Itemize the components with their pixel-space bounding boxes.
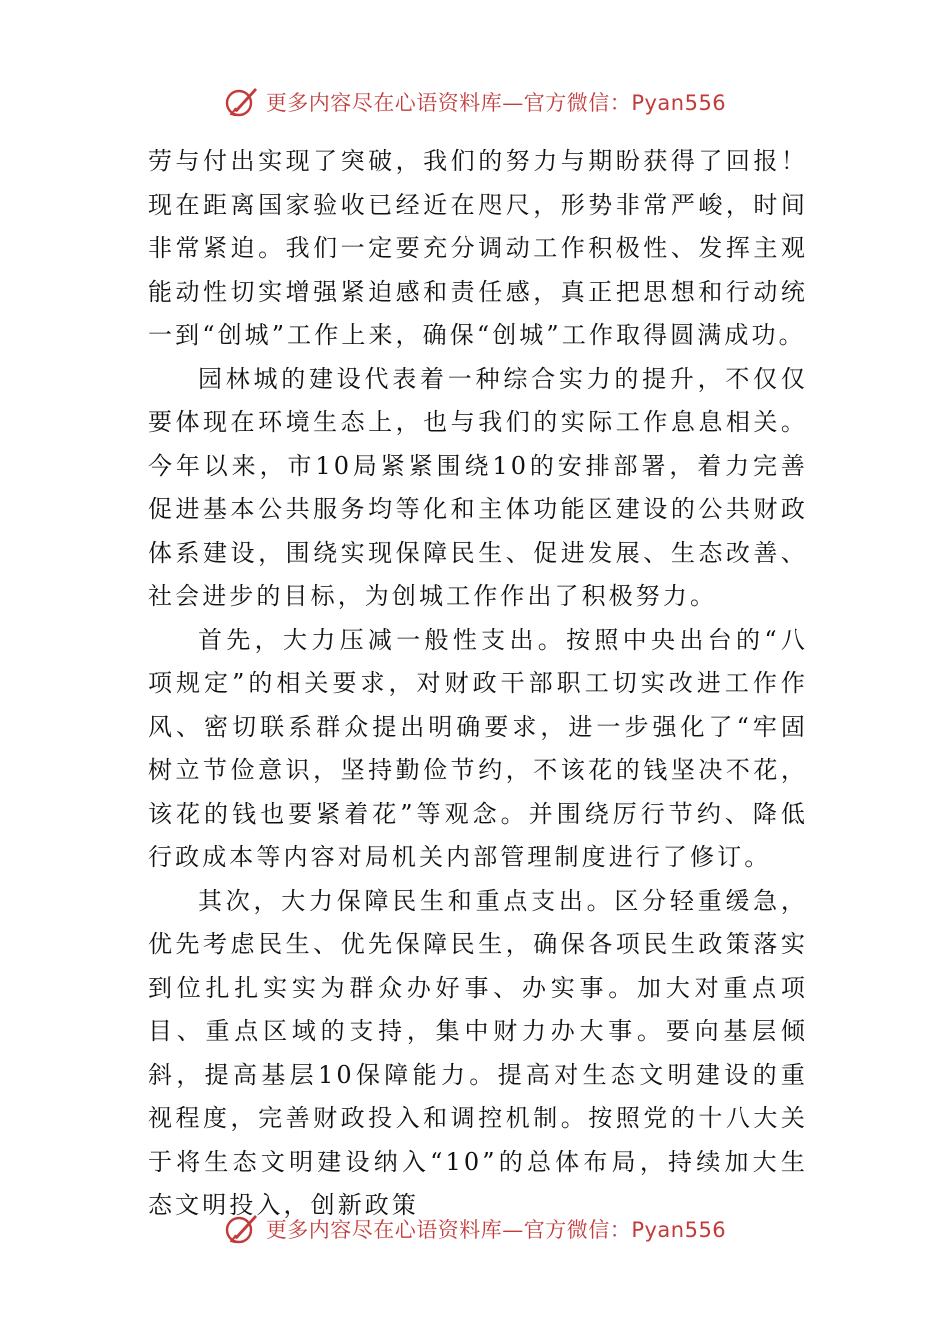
wechat-id: Pyan556 (631, 1218, 727, 1242)
footer-banner (0, 1209, 950, 1249)
wechat-id: Pyan556 (631, 91, 727, 115)
banner-text (266, 87, 726, 117)
paragraph-2: 园林城的建设代表着一种综合实力的提升，不仅仅要体现在环境生态上，也与我们的实际工作息息相关。今年以来，市10局紧紧围绕10的安排部署，着力完善促进基本公共服务均等化和主体功能区建设的公共财政体系建设，围绕实现保障民生、促进发展、生态改善、社会进步的目标，为创城工作作出了积极努力。 (148, 364, 808, 610)
document-body (148, 140, 808, 1228)
quill-pen-logo-icon (224, 84, 260, 120)
paragraph-4: 其次，大力保障民生和重点支出。区分轻重缓急，优先考虑民生、优先保障民生，确保各项民生政策落实到位扎扎实实为群众办好事、办实事。加大对重点项目、重点区域的支持，集中财力办大事。要向基层倾斜，提高基层10保障能力。提高对生态文明建设的重视程度，完善财政投入和调控机制。按照党的十八大关于将生态文明建设纳入“10”的总体布局，持续加大生态文明投入，创新政策 (148, 886, 808, 1219)
banner-slogan: 更多内容尽在心语资料库—官方微信： (265, 91, 632, 115)
banner-slogan: 更多内容尽在心语资料库—官方微信： (265, 1218, 632, 1242)
banner-text (266, 1214, 726, 1244)
quill-pen-logo-icon (224, 1211, 260, 1247)
header-banner (0, 82, 950, 122)
paragraph-3: 首先，大力压减一般性支出。按照中央出台的“八项规定”的相关要求，对财政干部职工切实改进工作作风、密切联系群众提出明确要求，进一步强化了“牢固树立节俭意识，坚持勤俭节约，不该花的钱坚决不花，该花的钱也要紧着花”等观念。并围绕厉行节约、降低行政成本等内容对局机关内部管理制度进行了修订。 (148, 625, 808, 871)
paragraph-1: 劳与付出实现了突破，我们的努力与期盼获得了回报！现在距离国家验收已经近在咫尺，形势非常严峻，时间非常紧迫。我们一定要充分调动工作积极性、发挥主观能动性切实增强紧迫感和责任感，真正把思想和行动统一到“创城”工作上来，确保“创城”工作取得圆满成功。 (148, 147, 808, 349)
